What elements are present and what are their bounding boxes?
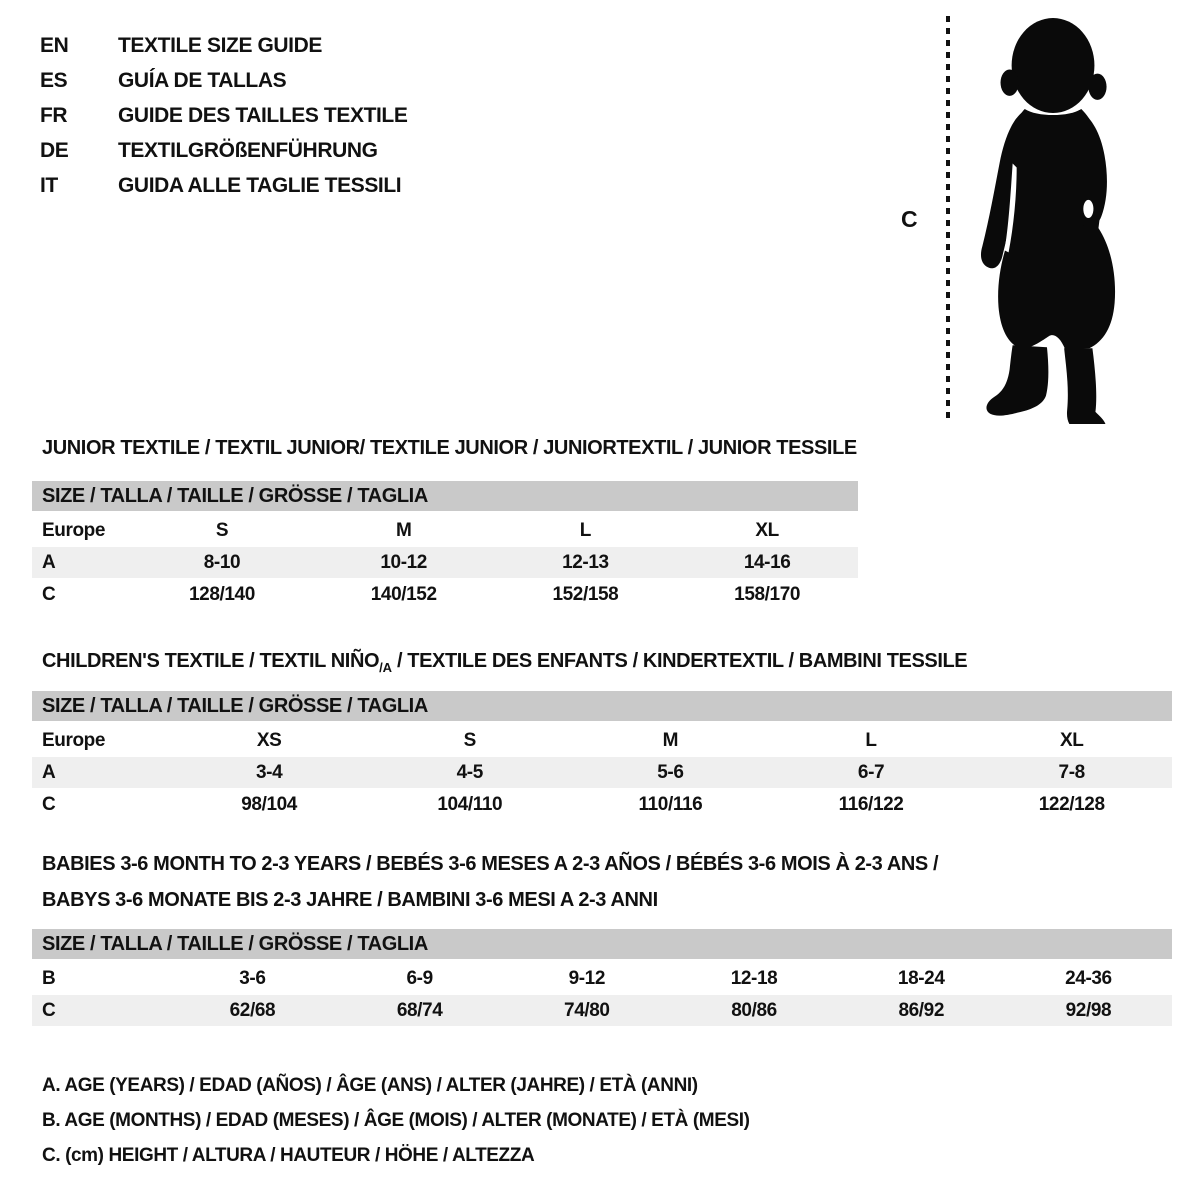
cell: M bbox=[662, 730, 679, 751]
table-row-europe bbox=[32, 725, 1172, 756]
cell: 158/170 bbox=[734, 584, 801, 605]
guide-title-es: GUÍA DE TALLAS bbox=[118, 69, 287, 92]
cell: 80/86 bbox=[731, 1000, 777, 1021]
row-label: A bbox=[42, 762, 56, 783]
babies-title-line1: BABIES 3-6 MONTH TO 2-3 YEARS / BEBÉS 3-6 MESES A 2-3 AÑOS / BÉBÉS 3-6 MOIS À 2-3 ANS / bbox=[42, 853, 939, 875]
legend-line-c: C. (cm) HEIGHT / ALTURA / HAUTEUR / HÖHE / ALTEZZA bbox=[42, 1145, 535, 1166]
lang-row-fr bbox=[40, 98, 407, 133]
cell: 3-4 bbox=[255, 762, 283, 783]
baby-silhouette-icon bbox=[960, 12, 1140, 424]
legend-line-a: A. AGE (YEARS) / EDAD (AÑOS) / ÂGE (ANS) / ALTER (JAHRE) / ETÀ (ANNI) bbox=[42, 1075, 698, 1096]
row-label: A bbox=[42, 552, 56, 573]
lang-code: EN bbox=[40, 34, 69, 57]
cell: 10-12 bbox=[380, 552, 427, 573]
cell: 104/110 bbox=[437, 794, 503, 815]
row-label: Europe bbox=[42, 520, 106, 541]
table-row-age bbox=[32, 757, 1172, 788]
cell: 14-16 bbox=[743, 552, 791, 573]
cell: 5-6 bbox=[657, 762, 684, 783]
cell: S bbox=[463, 730, 476, 751]
cell: 110/116 bbox=[638, 794, 703, 815]
cell: 18-24 bbox=[897, 968, 945, 989]
cell: 140/152 bbox=[370, 584, 437, 605]
cell: M bbox=[395, 520, 412, 541]
cell: 116/122 bbox=[838, 794, 904, 815]
babies-size-table bbox=[32, 929, 1172, 1027]
cell: S bbox=[215, 520, 229, 541]
height-measure-label: C bbox=[901, 206, 918, 232]
children-section-title bbox=[42, 643, 967, 681]
guide-title-fr: GUIDE DES TAILLES TEXTILE bbox=[118, 104, 408, 127]
table-row-height bbox=[32, 995, 1172, 1026]
babies-section-title bbox=[42, 846, 938, 918]
row-label: Europe bbox=[42, 730, 106, 751]
measurement-legend bbox=[42, 1068, 750, 1173]
language-title-block bbox=[40, 28, 407, 203]
lang-code: ES bbox=[40, 69, 68, 92]
children-size-table bbox=[32, 691, 1172, 821]
junior-size-table bbox=[32, 481, 858, 611]
cell: 24-36 bbox=[1065, 968, 1112, 989]
size-header-bar: SIZE / TALLA / TAILLE / GRÖSSE / TAGLIA bbox=[32, 481, 858, 511]
cell: 68/74 bbox=[396, 1000, 443, 1021]
children-title-after: / TEXTILE DES ENFANTS / KINDERTEXTIL / BAMBINI TESSILE bbox=[391, 650, 968, 672]
legend-line-b: B. AGE (MONTHS) / EDAD (MESES) / ÂGE (MOIS) / ALTER (MONATE) / ETÀ (MESI) bbox=[42, 1110, 750, 1131]
cell: 128/140 bbox=[189, 584, 255, 605]
guide-title-it: GUIDA ALLE TAGLIE TESSILI bbox=[118, 174, 402, 197]
row-label: C bbox=[42, 584, 56, 605]
cell: XL bbox=[1059, 730, 1084, 751]
lang-code: IT bbox=[40, 174, 58, 197]
lang-row-de bbox=[40, 133, 407, 168]
cell: 4-5 bbox=[456, 762, 483, 783]
cell: 152/158 bbox=[552, 584, 619, 605]
lang-code: DE bbox=[40, 139, 69, 162]
lang-row-es bbox=[40, 63, 407, 98]
height-measure-dashed-line bbox=[946, 16, 950, 420]
table-row-age bbox=[32, 547, 858, 578]
cell: 6-9 bbox=[406, 968, 433, 989]
row-label: C bbox=[42, 794, 56, 815]
table-row-months bbox=[32, 963, 1172, 994]
cell: 8-10 bbox=[203, 552, 241, 573]
size-header-bar: SIZE / TALLA / TAILLE / GRÖSSE / TAGLIA bbox=[32, 691, 1172, 721]
table-row-height bbox=[32, 579, 858, 610]
junior-title-text: JUNIOR TEXTILE / TEXTIL JUNIOR/ TEXTILE JUNIOR / JUNIORTEXTIL / JUNIOR TESSILE bbox=[42, 437, 857, 459]
lang-row-it bbox=[40, 168, 407, 203]
cell: 12-18 bbox=[730, 968, 778, 989]
guide-title-en: TEXTILE SIZE GUIDE bbox=[118, 34, 322, 57]
cell: 12-13 bbox=[562, 552, 609, 573]
children-title-sub: /A bbox=[379, 660, 392, 675]
cell: 62/68 bbox=[229, 1000, 276, 1021]
lang-row-en bbox=[40, 28, 407, 63]
cell: L bbox=[865, 730, 877, 751]
table-row-height bbox=[32, 789, 1172, 820]
cell: 74/80 bbox=[564, 1000, 610, 1021]
row-label: B bbox=[42, 968, 56, 989]
cell: 3-6 bbox=[239, 968, 266, 989]
row-label: C bbox=[42, 1000, 56, 1021]
cell: 122/128 bbox=[1038, 794, 1105, 815]
babies-title-line2: BABYS 3-6 MONATE BIS 2-3 JAHRE / BAMBINI 3-6 MESI A 2-3 ANNI bbox=[42, 889, 658, 911]
cell: 92/98 bbox=[1065, 1000, 1112, 1021]
guide-title-de: TEXTILGRÖßENFÜHRUNG bbox=[118, 139, 378, 162]
children-title-text: CHILDREN'S TEXTILE / TEXTIL NIÑO bbox=[42, 650, 380, 672]
cell: 6-7 bbox=[857, 762, 885, 783]
cell: XS bbox=[256, 730, 282, 751]
cell: L bbox=[579, 520, 592, 541]
cell: 7-8 bbox=[1058, 762, 1085, 783]
junior-section-title bbox=[42, 430, 857, 468]
cell: XL bbox=[755, 520, 779, 541]
cell: 98/104 bbox=[241, 794, 297, 815]
table-row-europe bbox=[32, 515, 858, 546]
cell: 86/92 bbox=[898, 1000, 944, 1021]
cell: 9-12 bbox=[568, 968, 606, 989]
lang-code: FR bbox=[40, 104, 68, 127]
size-header-bar: SIZE / TALLA / TAILLE / GRÖSSE / TAGLIA bbox=[32, 929, 1172, 959]
